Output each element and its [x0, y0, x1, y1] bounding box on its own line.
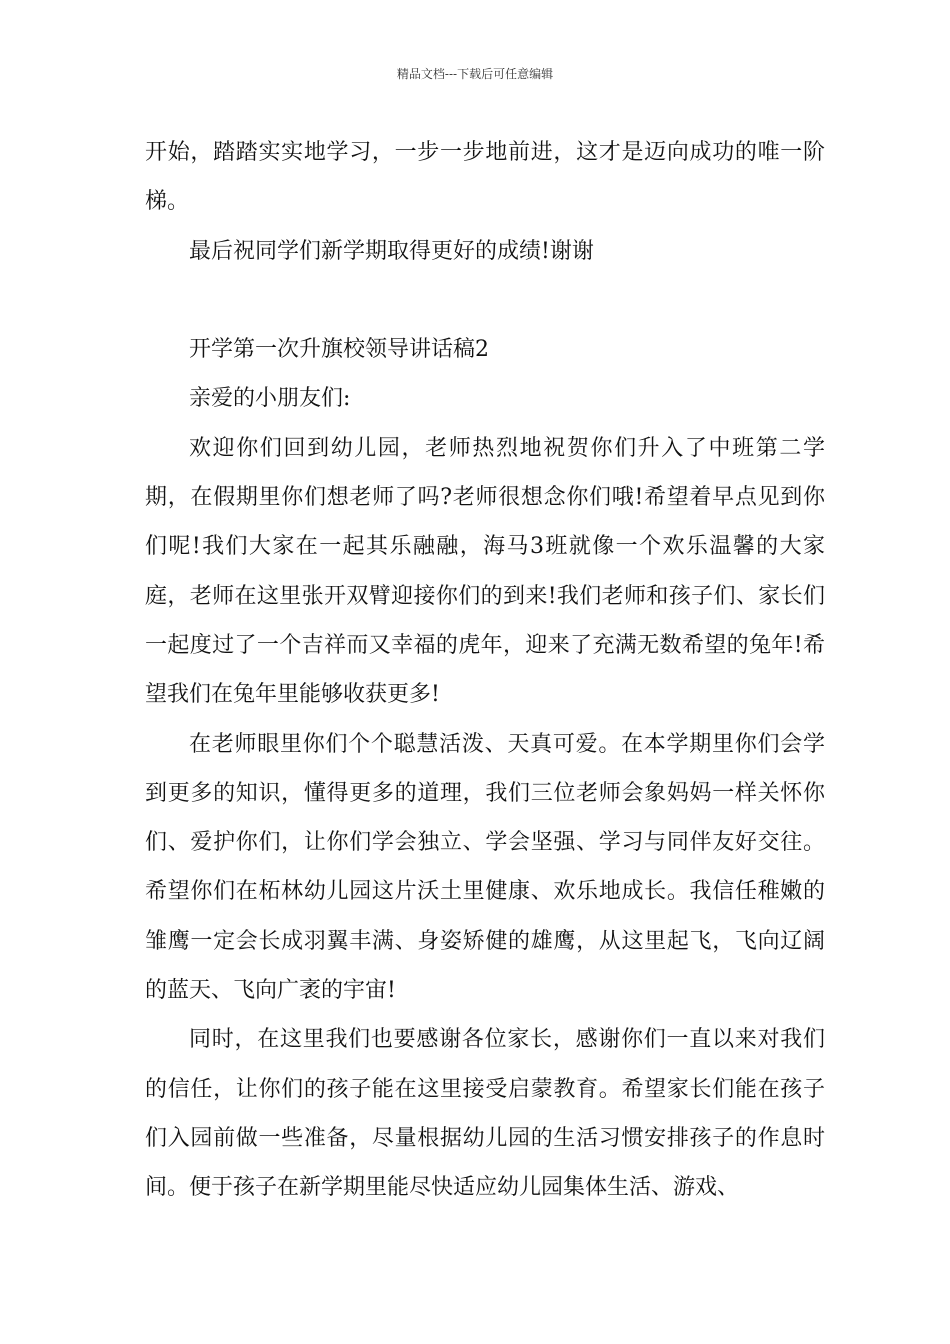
salutation: 亲爱的小朋友们: [189, 386, 351, 412]
paragraph-welcome: 欢迎你们回到幼儿园，老师热烈地祝贺你们升入了中班第二学期，在假期里你们想老师了吗?老师很想念你们哦!希望着早点见到你们呢!我们大家在一起其乐融融，海马3班就像一个欢乐温馨的大家庭，老师在这里张开双臂迎接你们的到来!我们老师和孩子们、家长们一起度过了一个吉祥而又幸福的虎年，迎来了充满无数希望的兔年!希望我们在兔年里能够收获更多! [145, 435, 825, 708]
paragraph-teacher-eyes: 在老师眼里你们个个聪慧活泼、天真可爱。在本学期里你们会学到更多的知识，懂得更多的道理，我们三位老师会象妈妈一样关怀你们、爱护你们，让你们学会独立、学会坚强、学习与同伴友好交往。希望你们在柘林幼儿园这片沃土里健康、欢乐地成长。我信任稚嫩的雏鹰一定会长成羽翼丰满、身姿矫健的雄鹰，从这里起飞，飞向辽阔的蓝天、飞向广袤的宇宙! [145, 731, 825, 1004]
page-header: 精品文档---下载后可任意编辑 [396, 67, 554, 81]
document-body [145, 128, 825, 1213]
blank-line [145, 276, 825, 325]
paragraph-closing: 最后祝同学们新学期取得更好的成绩!谢谢 [189, 238, 594, 264]
section-title: 开学第一次升旗校领导讲话稿2 [189, 337, 489, 363]
paragraph-thanks-parents: 同时，在这里我们也要感谢各位家长，感谢你们一直以来对我们的信任，让你们的孩子能在这里接受启蒙教育。希望家长们能在孩子们入园前做一些准备，尽量根据幼儿园的生活习惯安排孩子的作息时间。便于孩子在新学期里能尽快适应幼儿园集体生活、游戏、 [145, 1027, 825, 1201]
paragraph-continuation: 开始，踏踏实实地学习，一步一步地前进，这才是迈向成功的唯一阶梯。 [145, 140, 825, 215]
